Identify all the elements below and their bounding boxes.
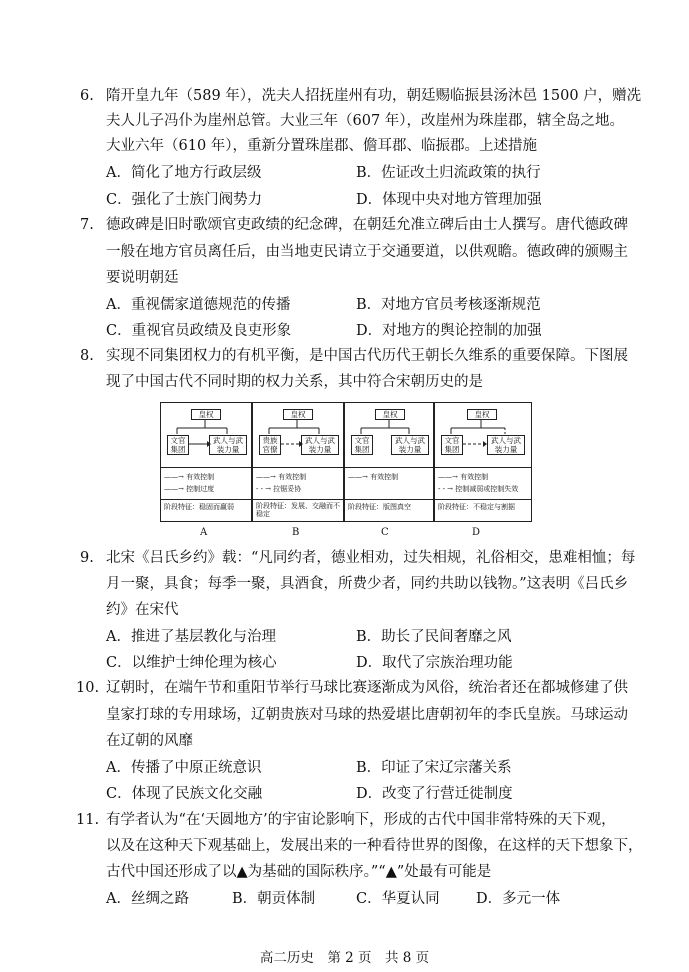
- panel-c-left-box: 文官集团: [351, 435, 373, 455]
- question-11-line-2: 以及在这种天下观基础上，发展出来的一种看待世界的图像，在这样的天下想象下，: [106, 838, 643, 854]
- panel-a-divider-1: [161, 467, 251, 468]
- panel-a-legend-1: ——→ 有效控制: [164, 473, 215, 481]
- panel-c-right-box: 武人与武装力量: [391, 435, 429, 455]
- question-7-line-1: 德政碑是旧时歌颂官吏政绩的纪念碑，在朝廷允准立碑后由士人撰写。唐代德政碑: [106, 217, 628, 233]
- panel-b-arrows: [253, 403, 343, 463]
- panel-b-legend-1: ——→ 有效控制: [256, 473, 307, 481]
- panel-c-arrows: [345, 403, 433, 463]
- question-7-option-c: C．重视官员政绩及良吏形象: [106, 323, 292, 339]
- figure-panel-c: [344, 402, 434, 522]
- question-10-line-2: 皇家打球的专用球场，辽朝贵族对马球的热爱堪比唐朝初年的李氏皇族。马球运动: [106, 707, 628, 723]
- panel-d-legend-2: - - → 控制减弱或控制失效: [438, 485, 519, 493]
- panel-a-legend-2: ——→ 控制过度: [164, 485, 215, 493]
- question-8-line-1: 实现不同集团权力的有机平衡，是中国古代历代王朝长久维系的重要保障。下图展: [106, 348, 628, 364]
- question-10-option-c: C．体现了民族文化交融: [106, 786, 263, 802]
- figure-label-b: B: [292, 527, 300, 538]
- panel-d-left-box: 文官集团: [441, 435, 463, 455]
- panel-d-divider-1: [435, 467, 531, 468]
- question-11-option-b: B．朝贡体制: [232, 891, 316, 907]
- panel-d-emperor-box: 皇权: [467, 409, 497, 420]
- panel-d-arrows: [435, 403, 531, 463]
- panel-d-right-box: 武人与武装力量: [487, 435, 525, 455]
- question-6-line-3: 大业六年（610 年），重新分置珠崖郡、儋耳郡、临振郡。上述措施: [106, 138, 538, 154]
- question-11-line-1: 有学者认为“在‘天圆地方’的宇宙论影响下，形成的古代中国非常特殊的天下观，: [106, 812, 616, 828]
- question-6-line-2: 夫人儿子冯仆为崖州总管。大业三年（607 年），改崖州为珠崖郡，辖全岛之地。: [106, 113, 625, 129]
- figure-label-c: C: [381, 527, 389, 538]
- question-7-option-d: D．对地方的舆论控制的加强: [356, 323, 542, 339]
- panel-a-stage: 阶段特征：稳固而赢弱: [164, 503, 234, 511]
- panel-c-emperor-box: 皇权: [375, 409, 405, 420]
- panel-b-legend-2: - - → 拉锯妥协: [256, 485, 302, 493]
- question-7-number: 7.: [80, 217, 94, 233]
- question-7-line-2: 一般在地方官员离任后，由当地吏民请立于交通要道，以供观瞻。德政碑的颁赐主: [106, 244, 628, 260]
- page-footer: 高二历史 第 2 页 共 8 页: [259, 950, 430, 966]
- question-7-line-3: 要说明朝廷: [106, 270, 179, 286]
- panel-b-left-box: 贵族官僚: [259, 435, 281, 455]
- question-11-line-3: 古代中国还形成了以▲为基础的国际秩序。”“▲”处最有可能是: [106, 864, 492, 880]
- panel-c-divider-1: [345, 467, 433, 468]
- question-9-option-d: D．取代了宗族治理功能: [356, 655, 513, 671]
- panel-b-divider-1: [253, 467, 343, 468]
- question-11-option-c: C．华夏认同: [356, 891, 440, 907]
- question-9-option-c: C．以维护士绅伦理为核心: [106, 655, 277, 671]
- question-7-option-a: A．重视儒家道德规范的传播: [106, 297, 291, 313]
- question-9-number: 9.: [80, 550, 94, 566]
- figure-panel-d: [434, 402, 532, 522]
- question-8-line-2: 现了中国古代不同时期的权力关系，其中符合宋朝历史的是: [106, 374, 483, 390]
- panel-d-legend-1: ——→ 有效控制: [438, 473, 489, 481]
- panel-b-right-box: 武人与武装力量: [301, 435, 339, 455]
- panel-c-legend-1: ——→ 有效控制: [348, 473, 399, 481]
- panel-a-emperor-box: 皇权: [191, 409, 221, 420]
- question-9-line-2: 月一聚，具食；每季一聚，具酒食，所费少者，同约共助以钱物。”这表明《吕氏乡: [106, 576, 629, 592]
- figure-label-a: A: [200, 527, 208, 538]
- question-9-line-3: 约》在宋代: [106, 602, 179, 618]
- question-8-number: 8.: [80, 348, 94, 364]
- panel-c-stage: 阶段特征：版图真空: [348, 503, 411, 511]
- panel-c-divider-2: [345, 499, 433, 500]
- question-7-option-b: B．对地方官员考核逐渐规范: [356, 297, 541, 313]
- panel-b-divider-2: [253, 499, 343, 500]
- question-6-line-1: 隋开皇九年（589 年），冼夫人招抚崖州有功，朝廷赐临振县汤沐邑 1500 户，赠冼: [106, 88, 642, 104]
- question-10-option-b: B．印证了宋辽宗藩关系: [356, 760, 512, 776]
- question-9-option-a: A．推进了基层教化与治理: [106, 629, 276, 645]
- question-6-option-b: B．佐证改土归流政策的执行: [356, 165, 541, 181]
- panel-b-stage: 阶段特征：发展、交融而不稳定: [256, 502, 340, 518]
- question-11-number: 11.: [76, 812, 100, 828]
- panel-d-divider-2: [435, 499, 531, 500]
- question-6-option-c: C．强化了士族门阀势力: [106, 192, 263, 208]
- figure-panel-b: [252, 402, 344, 522]
- question-9-option-b: B．助长了民间奢靡之风: [356, 629, 512, 645]
- power-relations-figure: [160, 402, 532, 520]
- question-9-line-1: 北宋《吕氏乡约》载：“凡同约者，德业相劝，过失相规，礼俗相交，患难相恤；每: [106, 550, 636, 566]
- question-10-option-d: D．改变了行营迁徙制度: [356, 786, 513, 802]
- question-6-option-d: D．体现中央对地方管理加强: [356, 192, 542, 208]
- question-11-option-d: D．多元一体: [476, 891, 561, 907]
- panel-a-divider-2: [161, 499, 251, 500]
- question-10-number: 10.: [76, 680, 100, 696]
- question-6-option-a: A．简化了地方行政层级: [106, 165, 262, 181]
- question-10-line-1: 辽朝时，在端午节和重阳节举行马球比赛逐渐成为风俗，统治者还在都城修建了供: [106, 680, 628, 696]
- question-6-number: 6.: [80, 88, 94, 104]
- panel-a-left-box: 文官集团: [167, 435, 189, 455]
- panel-b-emperor-box: 皇权: [283, 409, 313, 420]
- panel-a-right-box: 武人与武装力量: [209, 435, 247, 455]
- panel-d-stage: 阶段特征：不稳定与割据: [438, 503, 515, 511]
- question-10-line-3: 在辽朝的风靡: [106, 733, 193, 749]
- figure-panel-a: [160, 402, 252, 522]
- figure-label-d: D: [472, 527, 481, 538]
- question-10-option-a: A．传播了中原正统意识: [106, 760, 262, 776]
- question-11-option-a: A．丝绸之路: [106, 891, 189, 907]
- panel-a-arrows: [161, 403, 251, 463]
